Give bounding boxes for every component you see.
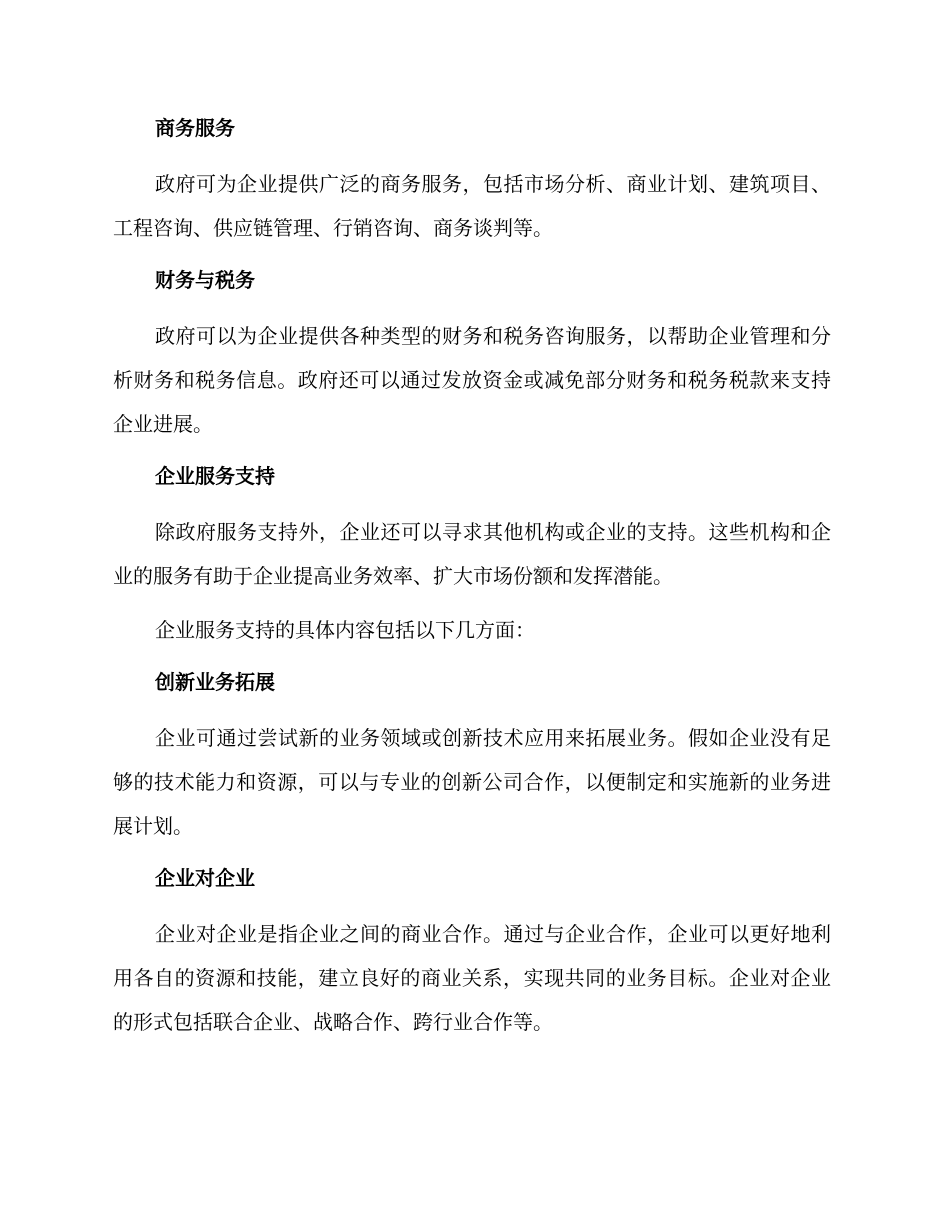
section-heading: 创新业务拓展 bbox=[155, 670, 275, 694]
section-paragraph: 政府可以为企业提供各种类型的财务和税务咨询服务，以帮助企业管理和分析财务和税务信息。政府还可以通过发放资金或减免部分财务和税务税款来支持企业进展。 bbox=[113, 324, 831, 436]
section-paragraph: 企业可通过尝试新的业务领域或创新技术应用来拓展业务。假如企业没有足够的技术能力和资源，可以与专业的创新公司合作，以便制定和实施新的业务进展计划。 bbox=[113, 726, 831, 838]
section-heading: 企业服务支持 bbox=[155, 464, 275, 488]
section-heading: 企业对企业 bbox=[155, 866, 255, 890]
section-paragraph: 政府可为企业提供广泛的商务服务，包括市场分析、商业计划、建筑项目、工程咨询、供应链管理、行销咨询、商务谈判等。 bbox=[113, 172, 831, 240]
document-body bbox=[113, 108, 831, 1044]
section-paragraph: 除政府服务支持外，企业还可以寻求其他机构或企业的支持。这些机构和企业的服务有助于企业提高业务效率、扩大市场份额和发挥潜能。 bbox=[113, 520, 831, 588]
section-paragraph: 企业对企业是指企业之间的商业合作。通过与企业合作，企业可以更好地利用各自的资源和技能，建立良好的商业关系，实现共同的业务目标。企业对企业的形式包括联合企业、战略合作、跨行业合作等。 bbox=[113, 922, 831, 1034]
section-paragraph: 企业服务支持的具体内容包括以下几方面： bbox=[155, 618, 535, 642]
section-heading: 财务与税务 bbox=[155, 268, 255, 292]
section-heading: 商务服务 bbox=[155, 116, 235, 140]
